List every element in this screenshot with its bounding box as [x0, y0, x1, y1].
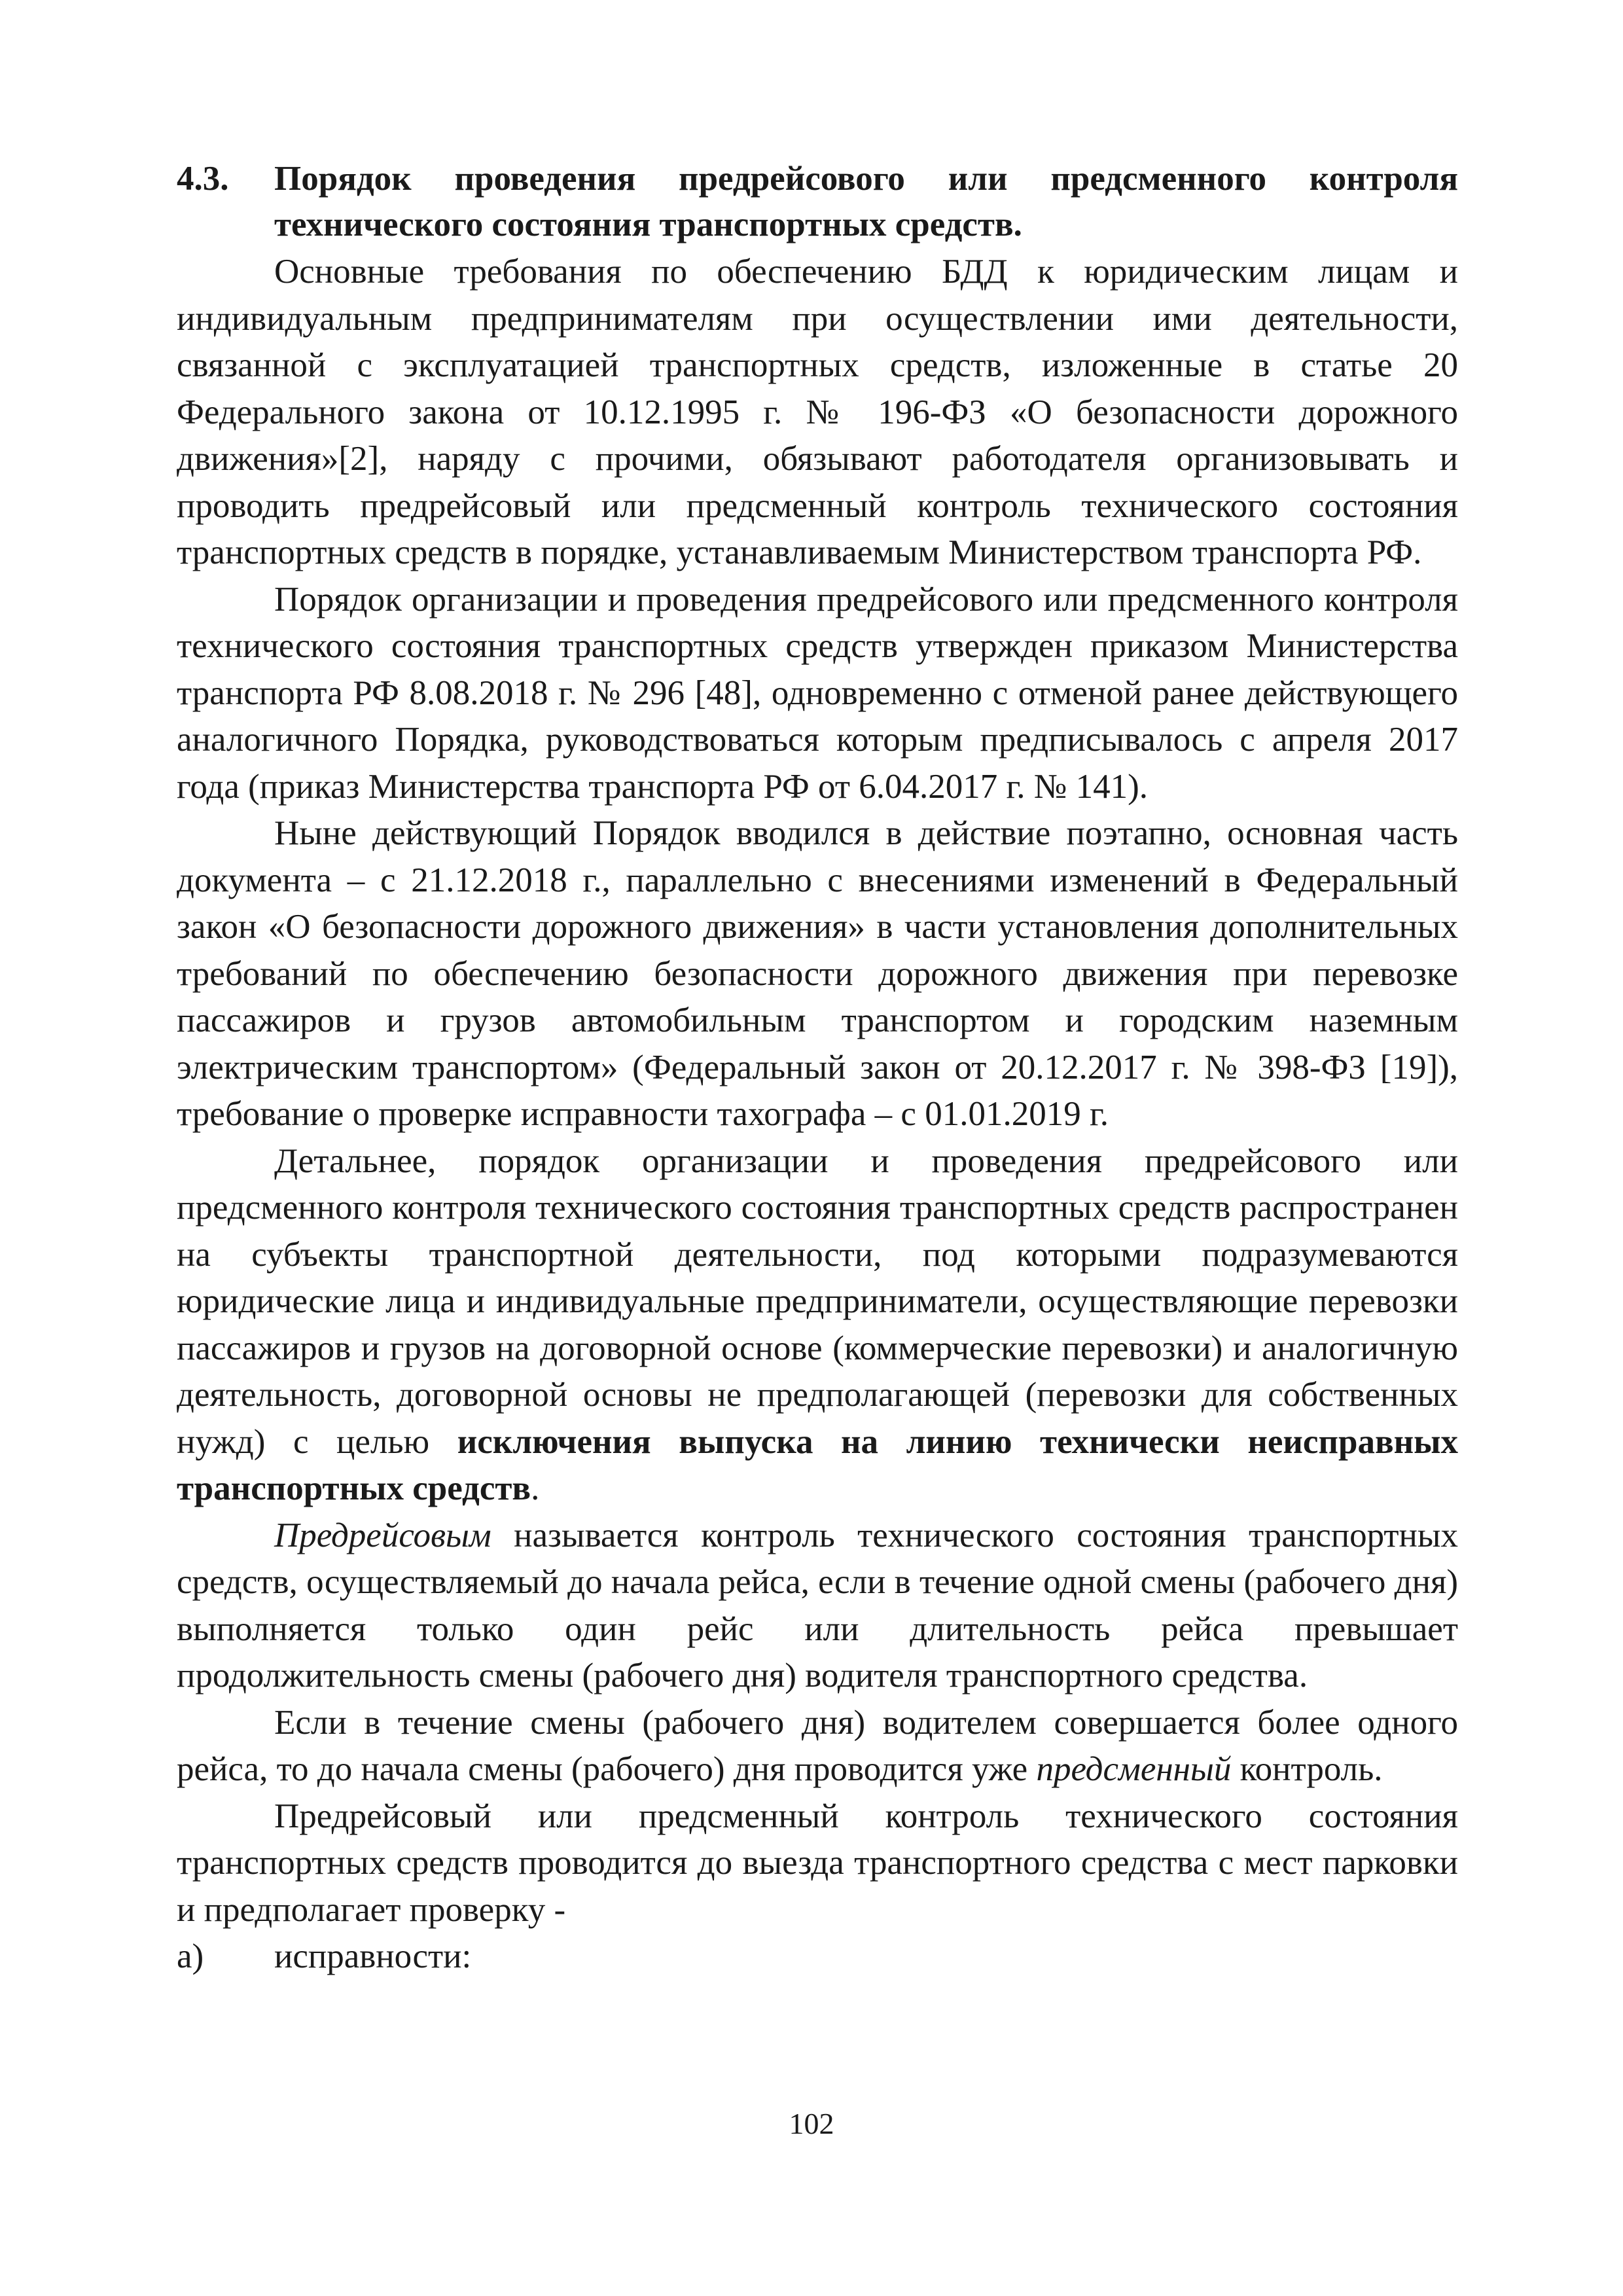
- paragraph-5-term: Предрейсовым: [274, 1516, 491, 1554]
- paragraph-5: [177, 1513, 1458, 1700]
- section-number: 4.3.: [177, 160, 229, 198]
- document-page: [177, 156, 1458, 1981]
- paragraph-6: [177, 1700, 1458, 1793]
- paragraph-4-tail: .: [531, 1469, 540, 1507]
- paragraph-4-text: Детальнее, порядок организации и проведения предрейсового или предсменного контроля технического состояния транспортных средств распространен на субъекты транспортной деятельности, под которыми подразумеваются юридические лица и индивидуальные предприниматели, осуществляющие перевозки пассажиров и грузов на договорной основе (коммерческие перевозки) и аналогичную деятельность, договорной основы не предполагающей (перевозки для собственных нужд) с целью: [177, 1141, 1458, 1461]
- paragraph-6-text: Если в течение смены (рабочего дня) водителем совершается более одного рейса, то до начала смены (рабочего) дня проводится уже: [177, 1703, 1458, 1788]
- list-item: [177, 1933, 1458, 1981]
- paragraph-7: Предрейсовый или предсменный контроль технического состояния транспортных средств проводится до выезда транспортного средства с мест парковки и предполагает проверку -: [177, 1797, 1458, 1929]
- paragraph-4-emphasis: исключения выпуска на линию технически неисправных транспортных средств: [177, 1422, 1459, 1507]
- paragraph-5-text: называется контроль технического состояния транспортных средств, осуществляемый до начала рейса, если в течение одной смены (рабочего дня) выполняется только один рейс или длительность рейса превышает продолжительность смены (рабочего дня) водителя транспортного средства.: [177, 1516, 1458, 1695]
- paragraph-6-tail: контроль.: [1231, 1750, 1383, 1788]
- list-item-marker: а): [177, 1937, 204, 1975]
- page-number: 102: [789, 2107, 834, 2140]
- paragraph-3: Ныне действующий Порядок вводился в действие поэтапно, основная часть документа – с 21.12.2018 г., параллельно с внесениями изменений в Федеральный закон «О безопасности дорожного движения» в части установления дополнительных требований по обеспечению безопасности дорожного движения при перевозке пассажиров и грузов автомобильным транспортом и городским наземным электрическим транспортом» (Федеральный закон от 20.12.2017 г. № 398-ФЗ [19]), требование о проверке исправности тахографа – с 01.01.2019 г.: [177, 814, 1458, 1133]
- paragraph-6-term: предсменный: [1036, 1750, 1232, 1788]
- list-item-text: исправности:: [274, 1937, 472, 1975]
- section-heading: [177, 156, 1458, 247]
- section-title: Порядок проведения предрейсового или предсменного контроля технического состояния транспортных средств.: [274, 160, 1458, 243]
- paragraph-2: Порядок организации и проведения предрейсового или предсменного контроля технического состояния транспортных средств утвержден приказом Министерства транспорта РФ 8.08.2018 г. № 296 [48], одновременно с отменой ранее действующего аналогичного Порядка, руководствоваться которым предписывалось с апреля 2017 года (приказ Министерства транспорта РФ от 6.04.2017 г. № 141).: [177, 580, 1458, 806]
- paragraph-1: Основные требования по обеспечению БДД к юридическим лицам и индивидуальным предпринимателям при осуществлении ими деятельности, связанной с эксплуатацией транспортных средств, изложенные в статье 20 Федерального закона от 10.12.1995 г. № 196-ФЗ «О безопасности дорожного движения»[2], наряду с прочими, обязывают работодателя организовывать и проводить предрейсовый или предсменный контроль технического состояния транспортных средств в порядке, устанавливаемым Министерством транспорта РФ.: [177, 253, 1458, 571]
- paragraph-4: [177, 1138, 1458, 1513]
